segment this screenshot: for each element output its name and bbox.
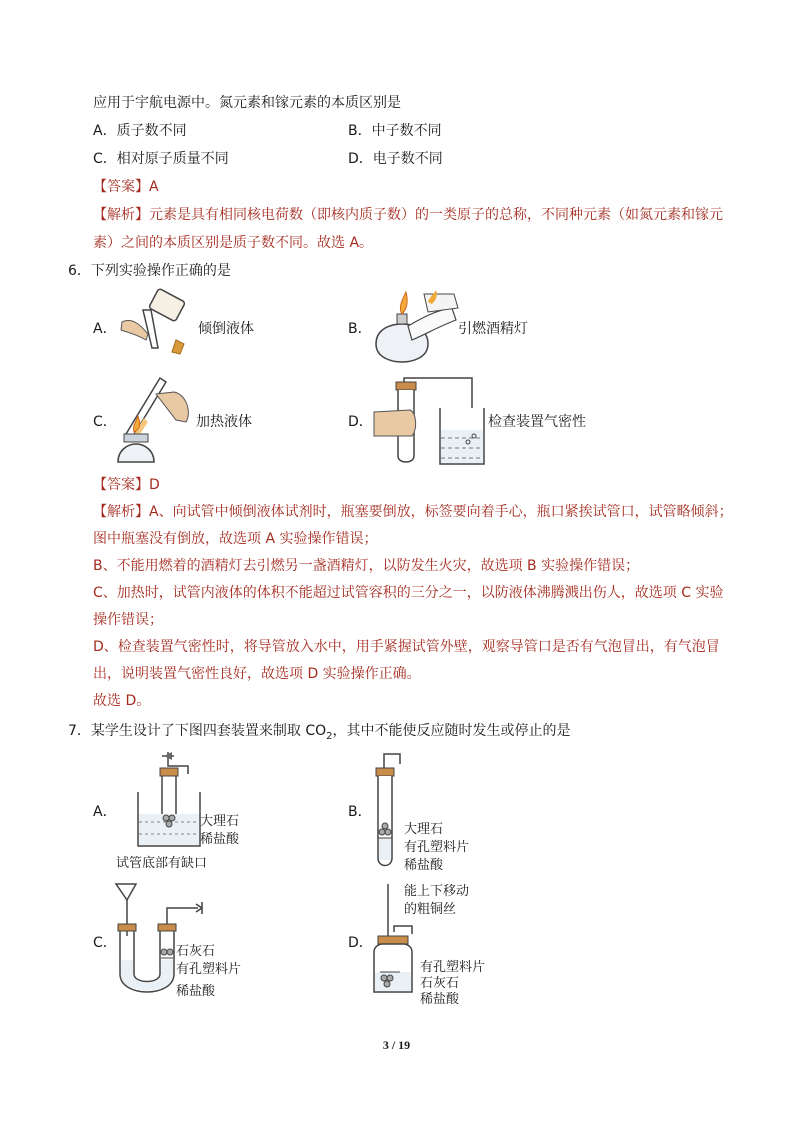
q7-stem-pre: 7．某学生设计了下图四套装置来制取 CO — [68, 723, 327, 739]
q6-analysis-line-2: 图中瓶塞没有倒放，故选项 A 实验操作错误； — [93, 531, 378, 547]
answer-tag: 【答案】 — [93, 477, 149, 493]
q6-option-a-letter: A． — [93, 321, 117, 337]
q5-analysis-line-2: 素）之间的本质区别是质子数不同。故选 A。 — [93, 235, 374, 251]
q7-c-label-1: 石灰石 — [176, 944, 216, 959]
apparatus-a-figure — [134, 752, 204, 852]
analysis-text: A、向试管中倾倒液体试剂时，瓶塞要倒放，标签要向着手心，瓶口紧挨试管口，试管略倾斜； — [149, 504, 733, 520]
q6-option-b-letter: B． — [348, 321, 372, 337]
q5-option-b: B．中子数不同 — [348, 123, 442, 139]
q7-option-b-letter: B． — [348, 804, 372, 820]
q6-conclusion: 故选 D。 — [93, 693, 151, 709]
q7-b-label-3: 稀盐酸 — [404, 858, 444, 873]
lighting-alcohol-lamp-figure — [372, 288, 460, 372]
q5-option-a: A．质子数不同 — [93, 123, 187, 139]
q7-a-label-3: 试管底部有缺口 — [116, 856, 208, 871]
q6-analysis-line-3: B、不能用燃着的酒精灯去引燃另一盏酒精灯，以防发生火灾，故选项 B 实验操作错误； — [93, 558, 640, 574]
q7-d-label-4: 石灰石 — [420, 976, 460, 991]
q6-option-b-caption: 引燃酒精灯 — [458, 321, 528, 337]
q7-stem-subscript: 2 — [326, 730, 333, 742]
q7-c-label-2: 有孔塑料片 — [176, 962, 242, 977]
answer-value: A — [149, 179, 159, 195]
q6-answer — [93, 476, 160, 494]
q5-option-d: D．电子数不同 — [348, 151, 443, 167]
q7-a-label-1: 大理石 — [200, 814, 240, 829]
answer-value: D — [149, 477, 160, 493]
q7-d-label-2: 的粗铜丝 — [404, 902, 457, 917]
analysis-text: 元素是具有相同核电荷数（即核内质子数）的一类原子的总称，不同种元素（如氮元素和镓元 — [149, 207, 723, 223]
q6-option-c-letter: C． — [93, 414, 117, 430]
q6-option-c-caption: 加热液体 — [196, 414, 252, 430]
q7-option-c-letter: C． — [93, 935, 117, 951]
q6-analysis-line-4: C、加热时，试管内液体的体积不能超过试管容积的三分之一，以防液体沸腾溅出伤人，故选项 C 实验 — [93, 585, 724, 601]
pouring-liquid-figure — [118, 292, 198, 372]
q5-answer — [93, 178, 159, 196]
q6-option-d-letter: D． — [348, 414, 373, 430]
q5-option-c: C．相对原子质量不同 — [93, 151, 229, 167]
page-number: 3 / 19 — [382, 1038, 411, 1052]
q5-analysis-line-1 — [93, 206, 723, 224]
q5-stem: 应用于宇航电源中。氮元素和镓元素的本质区别是 — [93, 95, 401, 111]
q6-option-a-caption: 倾倒液体 — [198, 321, 254, 337]
q6-analysis-line-1 — [93, 503, 733, 521]
q6-analysis-line-5: 操作错误； — [93, 612, 163, 628]
apparatus-b-figure — [368, 750, 404, 870]
q6-option-d-caption: 检查装置气密性 — [488, 414, 586, 430]
q7-d-label-3: 有孔塑料片 — [420, 960, 486, 975]
heating-liquid-figure — [114, 372, 196, 466]
analysis-tag: 【解析】 — [93, 504, 149, 520]
q7-d-label-1: 能上下移动 — [404, 884, 470, 899]
q6-analysis-line-6: D、检查装置气密性时，将导管放入水中，用手紧握试管外壁，观察导管口是否有气泡冒出，有气泡冒 — [93, 639, 720, 655]
q7-a-label-2: 稀盐酸 — [200, 832, 240, 847]
answer-tag: 【答案】 — [93, 179, 149, 195]
airtightness-check-figure — [374, 378, 486, 468]
apparatus-c-figure — [114, 880, 210, 998]
q7-d-label-5: 稀盐酸 — [420, 992, 460, 1007]
q7-stem-post: ，其中不能使反应随时发生或停止的是 — [332, 723, 571, 739]
q7-option-d-letter: D． — [348, 935, 373, 951]
q7-c-label-3: 稀盐酸 — [176, 984, 216, 999]
q6-analysis-line-7: 出，说明装置气密性良好，故选项 D 实验操作正确。 — [93, 666, 421, 682]
q7-b-label-2: 有孔塑料片 — [404, 840, 470, 855]
q6-stem: 6．下列实验操作正确的是 — [68, 263, 231, 279]
q7-b-label-1: 大理石 — [404, 822, 444, 837]
q7-stem — [68, 722, 571, 746]
analysis-tag: 【解析】 — [93, 207, 149, 223]
q7-option-a-letter: A． — [93, 804, 117, 820]
